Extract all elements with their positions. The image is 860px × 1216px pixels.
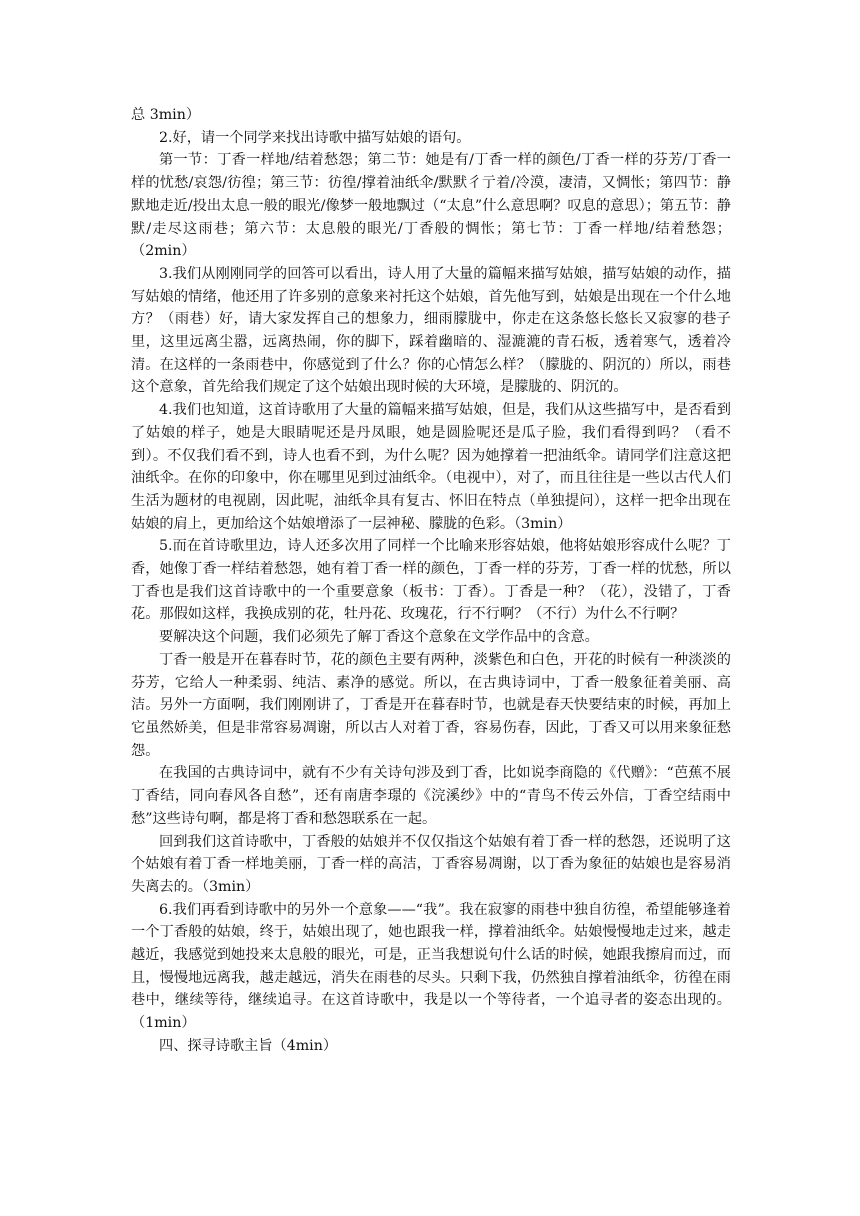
paragraph-back-to-poem: 回到我们这首诗歌中，丁香般的姑娘并不仅仅指这个姑娘有着丁香一样的愁怨，还说明了这个姑娘有着丁香一样地美丽，丁香一样的高洁，丁香容易凋谢，以丁香为象征的姑娘也是容易消失离去的。（3min） [131,833,731,895]
paragraph-lilac-meaning: 丁香一般是开在暮春时节，花的颜色主要有两种，淡紫色和白色，开花的时候有一种淡淡的芬芳，它给人一种柔弱、纯洁、素净的感觉。所以，在古典诗词中，丁香一般象征着美丽、高洁。另外一方面啊，我们刚刚讲了，丁香是开在暮春时节，也就是春天快要结束的时候，再加上它虽然娇美，但是非常容易凋谢，所以古人对着丁香，容易伤春，因此，丁香又可以用来象征愁怨。 [131,651,731,759]
paragraph-lilac-question: 要解决这个问题，我们必须先了解丁香这个意象在文学作品中的含意。 [159,629,599,646]
paragraph-step-4: 4.我们也知道，这首诗歌用了大量的篇幅来描写姑娘，但是，我们从这些描写中，是否看到了姑娘的样子，她是大眼睛呢还是丹凤眼，她是圆脸呢还是瓜子脸，我们看得到吗？（看不到）。不仅我们看不到，诗人也看不到，为什么呢？因为她撑着一把油纸伞。请同学们注意这把油纸伞。在你的印象中，你在哪里见到过油纸伞。（电视中），对了，而且往往是一些以古代人们生活为题材的电视剧，因此呢，油纸伞具有复古、怀旧在特点（单独提问），这样一把伞出现在姑娘的肩上，更加给这个姑娘增添了一层神秘、朦胧的色彩。（3min） [131,402,731,532]
paragraph-classical-poems: 在我国的古典诗词中，就有不少有关诗句涉及到丁香，比如说李商隐的《代赠》：“芭蕉不展丁香结，同向春风各自愁”，还有南唐李璟的《浣溪纱》中的“青鸟不传云外信，丁香空结雨中愁”这些诗句啊，都是将丁香和愁怨联系在一起。 [131,765,731,827]
paragraph-stanza-lines: 第一节：丁香一样地/结着愁怨；第二节：她是有/丁香一样的颜色/丁香一样的芬芳/丁香一样的忧愁/哀怨/彷徨；第三节：彷徨/撑着油纸伞/默默彳亍着/冷漠，凄清，又惆怅；第四节：静默地走近/投出太息一般的眼光/像梦一般地飘过（“太息”什么意思啊？叹息的意思）；第五节：静默/走尽这雨巷；第六节：太息般的眼光/丁香般的惆怅；第七节：丁香一样地/结着愁怨；（2min） [131,152,731,260]
document-page [131,104,731,1058]
paragraph-step-3: 3.我们从刚刚同学的回答可以看出，诗人用了大量的篇幅来描写姑娘，描写姑娘的动作，描写姑娘的情绪，他还用了许多别的意象来衬托这个姑娘，首先他写到，姑娘是出现在一个什么地方？（雨巷）好，请大家发挥自己的想象力，细雨朦胧中，你走在这条悠长悠长又寂寥的巷子里，这里远离尘嚣，远离热闹，你的脚下，踩着幽暗的、湿漉漉的青石板，透着寒气，透着冷清。在这样的一条雨巷中，你感觉到了什么？你的心情怎么样？（朦胧的、阴沉的）所以，雨巷这个意象，首先给我们规定了这个姑娘出现时候的大环境，是朦胧的、阴沉的。 [131,265,731,396]
paragraph-step-6: 6.我们再看到诗歌中的另外一个意象——“我”。我在寂寥的雨巷中独自彷徨，希望能够逢着一个丁香般的姑娘，终于，姑娘出现了，她也跟我一样，撑着油纸伞。姑娘慢慢地走过来，越走越近，我感觉到她投来太息般的眼光，可是，正当我想说句什么话的时候，她跟我擦肩而过，而且，慢慢地远离我，越走越远，消失在雨巷的尽头。只剩下我，仍然独自撑着油纸伞，彷徨在雨巷中，继续等待，继续追寻。在这首诗歌中，我是以一个等待者，一个追寻者的姿态出现的。（1min） [131,901,731,1032]
paragraph-step-2: 2.好，请一个同学来找出诗歌中描写姑娘的语句。 [159,129,471,146]
section-heading-theme: 四、探寻诗歌主旨（4min） [159,1037,338,1054]
paragraph-time-note: 总 3min） [131,107,201,123]
paragraph-step-5: 5.而在首诗歌里边，诗人还多次用了同样一个比喻来形容姑娘，他将姑娘形容成什么呢？丁香，她像丁香一样结着愁怨，她有着丁香一样的颜色，丁香一样的芬芳，丁香一样的忧愁，所以丁香也是我们这首诗歌中的一个重要意象（板书：丁香）。丁香是一种？（花），没错了，丁香花。那假如这样，我换成别的花，牡丹花、玫瑰花，行不行啊？（不行）为什么不行啊？ [131,538,731,623]
